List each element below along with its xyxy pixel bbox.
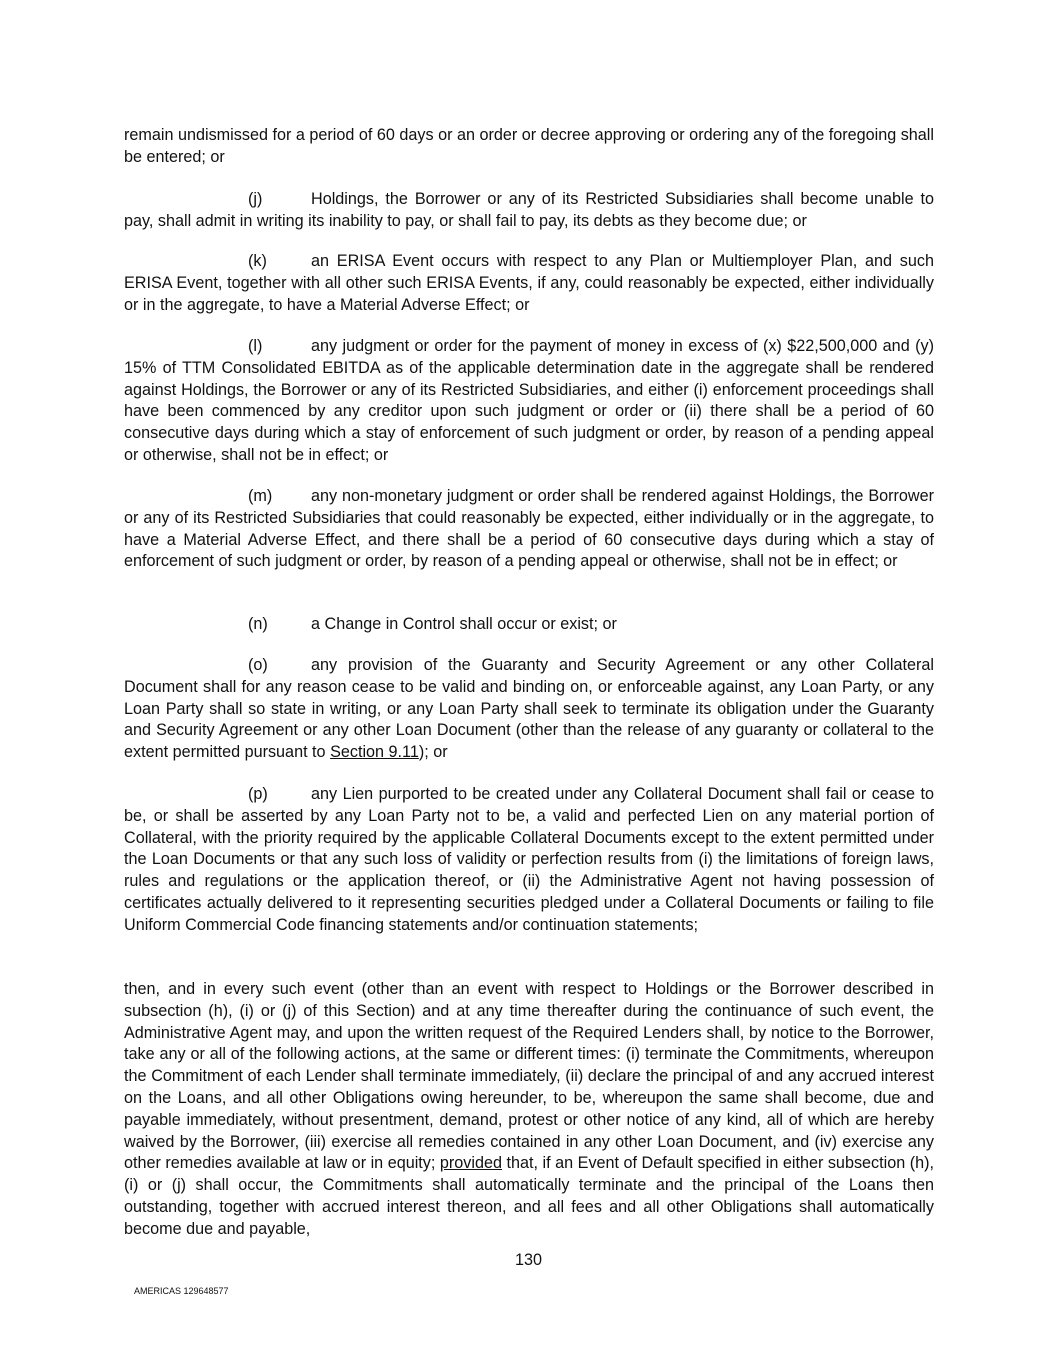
item-label-k: (k)	[248, 252, 267, 270]
item-label-m: (m)	[248, 487, 273, 505]
item-label-l: (l)	[248, 337, 263, 355]
item-text-l: any judgment or order for the payment of money in excess of (x) $22,500,000 and (y) 15% of TTM Consolidated EBITDA as of the applicable determination date in the aggregate shall be rendered against Holdings, the Borrower or any of its Restricted Subsidiaries, and either (i) enforcement proceedings shall have been commenced by any creditor upon such judgment or order or (ii) there shall be a period of 60 consecutive days during which a stay of enforcement of such judgment or order, by reason of a pending appeal or otherwise, shall not be in effect; or	[124, 337, 934, 464]
paragraph-m	[124, 486, 934, 573]
item-text-j: Holdings, the Borrower or any of its Restricted Subsidiaries shall become unable to pay, shall admit in writing its inability to pay, or shall fail to pay, its debts as they become due; or	[124, 190, 934, 230]
item-text-n: a Change in Control shall occur or exist; or	[311, 615, 617, 633]
item-label-o: (o)	[248, 656, 268, 674]
item-label-n: (n)	[248, 615, 268, 633]
paragraph-k	[124, 251, 934, 316]
paragraph-n	[124, 614, 934, 636]
then-text-tail: that, if an Event of Default specified in either subsection (h), (i) or (j) shall occur, the Commitments shall automatically terminate and the principal of the Loans then outstanding, together with accrued interest thereon, and all fees and all other Obligations shall automatically become due and payable,	[124, 1154, 935, 1238]
item-text-p: any Lien purported to be created under any Collateral Document shall fail or cease to be, or shall be asserted by any Loan Party not to be, a valid and perfected Lien on any material portion of Collateral, with the priority required by the applicable Collateral Documents except to the extent permitted under the Loan Documents or that any such loss of validity or perfection results from (i) the limitations of foreign laws, rules and regulations or the application thereof, or (ii) the Administrative Agent not having possession of certificates actually delivered to it representing securities pledged under a Collateral Documents or failing to file Uniform Commercial Code financing statements and/or continuation statements;	[124, 785, 934, 934]
then-text: then, and in every such event (other than an event with respect to Holdings or the Borrower described in subsection (h), (i) or (j) of this Section) and at any time thereafter during the continuance of such event, the Administrative Agent may, and upon the written request of the Required Lenders shall, by notice to the Borrower, take any or all of the following actions, at the same or different times: (i) terminate the Commitments, whereupon the Commitment of each Lender shall terminate immediately, (ii) declare the principal of and any accrued interest on the Loans, and all other Obligations owing hereunder, to be, whereupon the same shall become, due and payable immediately, without presentment, demand, protest or other notice of any kind, all of which are hereby waived by the Borrower, (iii) exercise all remedies contained in any other Loan Document, and (iv) exercise any other remedies available at law or in equity;	[124, 980, 934, 1173]
item-text-o: any provision of the Guaranty and Security Agreement or any other Collateral Document shall for any reason cease to be valid and binding on, or enforceable against, any Loan Party, or any Loan Party shall so state in writing, or any Loan Party shall seek to terminate its obligation under the Guaranty and Security Agreement or any other Loan Document (other than the release of any guaranty or collateral to the extent permitted pursuant to	[124, 656, 934, 762]
paragraph-intro	[124, 125, 934, 169]
paragraph-o	[124, 655, 934, 764]
paragraph-j	[124, 189, 934, 233]
item-label-p: (p)	[248, 785, 268, 803]
paragraph-then	[124, 979, 934, 1241]
paragraph-l	[124, 336, 934, 467]
item-text-k: an ERISA Event occurs with respect to any Plan or Multiemployer Plan, and such ERISA Event, together with all other such ERISA Events, if any, could reasonably be expected, either individually or in the aggregate, to have a Material Adverse Effect; or	[124, 252, 934, 314]
section-reference-link[interactable]: Section 9.11	[330, 743, 419, 762]
item-label-j: (j)	[248, 190, 263, 208]
item-text-m: any non-monetary judgment or order shall be rendered against Holdings, the Borrower or any of its Restricted Subsidiaries that could reasonably be expected, either individually or in the aggregate, to have a Material Adverse Effect, and there shall be a period of 60 consecutive days during which a stay of enforcement of such judgment or order, by reason of a pending appeal or otherwise, shall not be in effect; or	[124, 487, 934, 571]
provided-term: provided	[439, 1154, 503, 1173]
item-text-o-tail: ); or	[418, 743, 448, 762]
document-footer-id: AMERICAS 129648577	[134, 1286, 229, 1296]
page-number: 130	[514, 1251, 542, 1269]
paragraph-p	[124, 784, 934, 937]
paragraph-intro-text: remain undismissed for a period of 60 days or an order or decree approving or ordering any of the foregoing shall be entered; or	[124, 126, 934, 166]
